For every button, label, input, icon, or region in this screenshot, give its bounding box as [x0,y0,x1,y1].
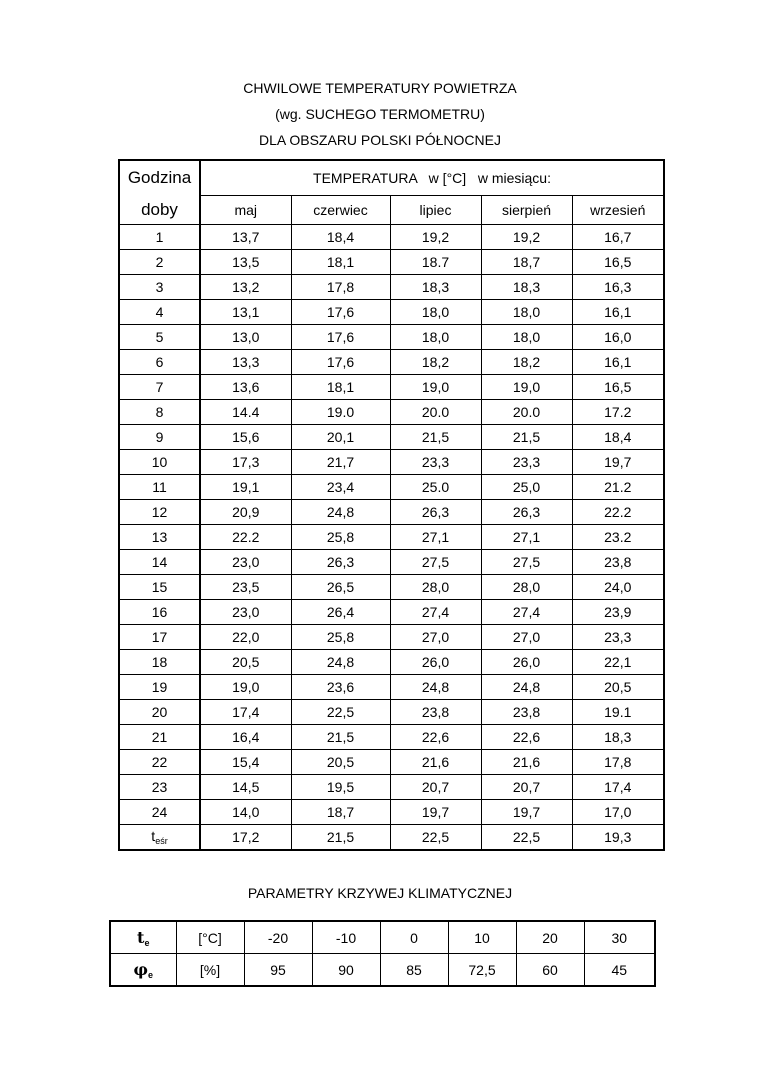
temperature-cell: 18,1 [291,375,390,400]
temperature-cell: 23,3 [390,450,481,475]
temperature-cell: 19,0 [481,375,572,400]
temperature-cell: 19,0 [390,375,481,400]
temperature-cell: 17,4 [200,700,291,725]
param-row-humidity [110,954,655,987]
temperature-cell: 25.0 [390,475,481,500]
temperature-cell: 21,7 [291,450,390,475]
temperature-cell: 22,6 [390,725,481,750]
hour-cell: 3 [119,275,200,300]
temperature-cell: 16,5 [572,375,664,400]
temperature-cell: 18,1 [291,250,390,275]
param-value: 30 [584,921,655,954]
hour-cell: 15 [119,575,200,600]
month-header: sierpień [481,196,572,225]
hour-cell: 5 [119,325,200,350]
temperature-cell: 18,0 [481,325,572,350]
temperature-cell: 19,7 [481,800,572,825]
table-row [119,600,664,625]
hour-cell: 8 [119,400,200,425]
table-row [119,675,664,700]
temperature-cell: 22,6 [481,725,572,750]
table-row [119,800,664,825]
temperature-header: TEMPERATURA w [°C] w miesiącu: [200,160,664,196]
temperature-cell: 13,6 [200,375,291,400]
temperature-cell: 20,1 [291,425,390,450]
temperature-cell: 19,5 [291,775,390,800]
temperature-cell: 19.0 [291,400,390,425]
average-cell: 17,2 [200,825,291,851]
temperature-cell: 16,1 [572,300,664,325]
temperature-cell: 23,0 [200,600,291,625]
temperature-cell: 18,0 [481,300,572,325]
table-row [119,625,664,650]
param-value: 60 [516,954,584,987]
table-row [119,300,664,325]
hour-cell: 7 [119,375,200,400]
temperature-cell: 21,5 [390,425,481,450]
temperature-cell: 20.0 [481,400,572,425]
temperature-cell: 26,5 [291,575,390,600]
temperature-cell: 18,0 [390,300,481,325]
temperature-cell: 27,1 [390,525,481,550]
table-row [119,275,664,300]
temperature-cell: 19,2 [390,225,481,250]
table-row [119,350,664,375]
temperature-cell: 18,4 [291,225,390,250]
temperature-cell: 19,7 [390,800,481,825]
param-value: 10 [448,921,516,954]
hour-header-line2: doby [119,196,200,225]
temperature-cell: 18,7 [481,250,572,275]
temperature-cell: 23,3 [572,625,664,650]
temperature-cell: 18,4 [572,425,664,450]
table-row [119,775,664,800]
month-header: lipiec [390,196,481,225]
hour-cell: 16 [119,600,200,625]
average-cell: 21,5 [291,825,390,851]
temperature-cell: 16,0 [572,325,664,350]
temperature-cell: 27,5 [390,550,481,575]
temperature-cell: 23.2 [572,525,664,550]
temperature-cell: 15,4 [200,750,291,775]
temperature-cell: 16,5 [572,250,664,275]
table-row [119,575,664,600]
hour-cell: 12 [119,500,200,525]
temperature-cell: 23,8 [481,700,572,725]
temperature-cell: 16,1 [572,350,664,375]
temperature-cell: 17,3 [200,450,291,475]
table-row [119,425,664,450]
hour-cell: 4 [119,300,200,325]
param-row-temperature [110,921,655,954]
param-value: 20 [516,921,584,954]
temperature-cell: 21.2 [572,475,664,500]
param-value: 95 [244,954,312,987]
temperature-cell: 17,6 [291,325,390,350]
temperature-cell: 24,8 [390,675,481,700]
temperature-cell: 14,0 [200,800,291,825]
temperature-cell: 17,6 [291,350,390,375]
table-row [119,400,664,425]
temperature-cell: 27,4 [481,600,572,625]
hour-cell: 18 [119,650,200,675]
hour-cell: 11 [119,475,200,500]
temperature-cell: 27,4 [390,600,481,625]
temperature-cell: 20,5 [200,650,291,675]
temperature-cell: 18,2 [390,350,481,375]
temperature-cell: 20,9 [200,500,291,525]
average-cell: 22,5 [481,825,572,851]
temperature-cell: 20,5 [572,675,664,700]
temperature-cell: 15,6 [200,425,291,450]
temperature-cell: 13,7 [200,225,291,250]
temperature-cell: 19,0 [200,675,291,700]
temperature-cell: 23,0 [200,550,291,575]
temperature-table [118,159,665,851]
symbol-main: φ [133,959,148,979]
temperature-cell: 26,0 [481,650,572,675]
temperature-cell: 23,8 [390,700,481,725]
table-row [119,650,664,675]
temperature-cell: 27,0 [390,625,481,650]
table-row [119,250,664,275]
table-row [119,700,664,725]
temperature-cell: 20,5 [291,750,390,775]
table-row [119,225,664,250]
temperature-cell: 19,1 [200,475,291,500]
param-symbol-te [110,921,176,954]
temperature-cell: 16,7 [572,225,664,250]
temperature-cell: 23,8 [572,550,664,575]
param-unit: [°C] [176,921,244,954]
temperature-cell: 22.2 [200,525,291,550]
temperature-cell: 21,6 [390,750,481,775]
temperature-cell: 18,2 [481,350,572,375]
average-row [119,825,664,851]
hour-cell: 21 [119,725,200,750]
param-symbol-phi [110,954,176,987]
temperature-cell: 13,3 [200,350,291,375]
temperature-cell: 17,0 [572,800,664,825]
temperature-cell: 20.0 [390,400,481,425]
temperature-cell: 22.2 [572,500,664,525]
hour-cell: 23 [119,775,200,800]
average-cell: 19,3 [572,825,664,851]
month-header: maj [200,196,291,225]
temperature-cell: 17.2 [572,400,664,425]
param-value: 72,5 [448,954,516,987]
temperature-cell: 27,5 [481,550,572,575]
param-value: -10 [312,921,380,954]
temperature-cell: 22,5 [291,700,390,725]
temperature-cell: 18,0 [390,325,481,350]
param-section-title: PARAMETRY KRZYWEJ KLIMATYCZNEJ [247,885,513,901]
temperature-cell: 28,0 [390,575,481,600]
temperature-cell: 23,5 [200,575,291,600]
symbol-sub: e [144,937,150,948]
hour-cell: 2 [119,250,200,275]
temperature-cell: 22,0 [200,625,291,650]
temperature-cell: 17,8 [572,750,664,775]
temperature-cell: 26,4 [291,600,390,625]
temperature-cell: 25,8 [291,525,390,550]
temperature-cell: 19,7 [572,450,664,475]
temperature-cell: 23,6 [291,675,390,700]
temperature-cell: 17,4 [572,775,664,800]
temperature-cell: 26,3 [481,500,572,525]
temperature-cell: 13,1 [200,300,291,325]
month-header: wrzesień [572,196,664,225]
table-row [119,475,664,500]
temperature-cell: 18.7 [390,250,481,275]
temperature-cell: 22,1 [572,650,664,675]
param-value: 90 [312,954,380,987]
temperature-cell: 23,9 [572,600,664,625]
symbol-main: t [137,927,145,947]
temperature-cell: 18,3 [481,275,572,300]
temperature-cell: 27,0 [481,625,572,650]
table-row [119,450,664,475]
average-cell: 22,5 [390,825,481,851]
table-row [119,500,664,525]
temperature-cell: 20,7 [390,775,481,800]
temperature-cell: 18,3 [572,725,664,750]
table-row [119,525,664,550]
hour-cell: 1 [119,225,200,250]
hour-cell: 24 [119,800,200,825]
param-value: 0 [380,921,448,954]
param-value: 85 [380,954,448,987]
param-value: -20 [244,921,312,954]
hour-header-line1: Godzina [119,160,200,196]
doc-title-line3: DLA OBSZARU POLSKI PÓŁNOCNEJ [259,132,501,148]
doc-title-line1: CHWILOWE TEMPERATURY POWIETRZA [243,80,517,96]
param-unit: [%] [176,954,244,987]
symbol-sub: e [147,969,153,980]
temperature-cell: 27,1 [481,525,572,550]
temperature-cell: 24,8 [291,500,390,525]
temperature-cell: 16,3 [572,275,664,300]
average-label-sub: eśr [155,836,168,846]
month-header: czerwiec [291,196,390,225]
average-label [119,825,200,851]
average-label-main: t [151,828,156,844]
doc-title-line2: (wg. SUCHEGO TERMOMETRU) [275,106,485,122]
temperature-cell: 25,8 [291,625,390,650]
temperature-cell: 26,3 [291,550,390,575]
temperature-cell: 23,4 [291,475,390,500]
table-row [119,550,664,575]
temperature-cell: 17,8 [291,275,390,300]
temperature-cell: 26,3 [390,500,481,525]
temperature-cell: 13,2 [200,275,291,300]
temperature-cell: 19,2 [481,225,572,250]
temperature-cell: 13,5 [200,250,291,275]
temperature-cell: 16,4 [200,725,291,750]
temperature-cell: 24,8 [481,675,572,700]
temperature-cell: 21,6 [481,750,572,775]
temperature-cell: 14.4 [200,400,291,425]
hour-cell: 17 [119,625,200,650]
temperature-cell: 21,5 [481,425,572,450]
hour-cell: 13 [119,525,200,550]
temperature-cell: 18,3 [390,275,481,300]
temperature-cell: 24,8 [291,650,390,675]
hour-cell: 20 [119,700,200,725]
table-row [119,325,664,350]
table-row [119,375,664,400]
climate-curve-table [109,920,656,987]
temperature-cell: 24,0 [572,575,664,600]
hour-cell: 9 [119,425,200,450]
temperature-cell: 13,0 [200,325,291,350]
temperature-cell: 26,0 [390,650,481,675]
hour-cell: 14 [119,550,200,575]
param-value: 45 [584,954,655,987]
temperature-cell: 21,5 [291,725,390,750]
temperature-cell: 19.1 [572,700,664,725]
temperature-cell: 18,7 [291,800,390,825]
hour-cell: 10 [119,450,200,475]
temperature-cell: 20,7 [481,775,572,800]
temperature-cell: 14,5 [200,775,291,800]
hour-cell: 19 [119,675,200,700]
temperature-cell: 17,6 [291,300,390,325]
temperature-cell: 23,3 [481,450,572,475]
hour-cell: 6 [119,350,200,375]
table-row [119,750,664,775]
table-row [119,725,664,750]
hour-cell: 22 [119,750,200,775]
temperature-cell: 28,0 [481,575,572,600]
temperature-cell: 25,0 [481,475,572,500]
